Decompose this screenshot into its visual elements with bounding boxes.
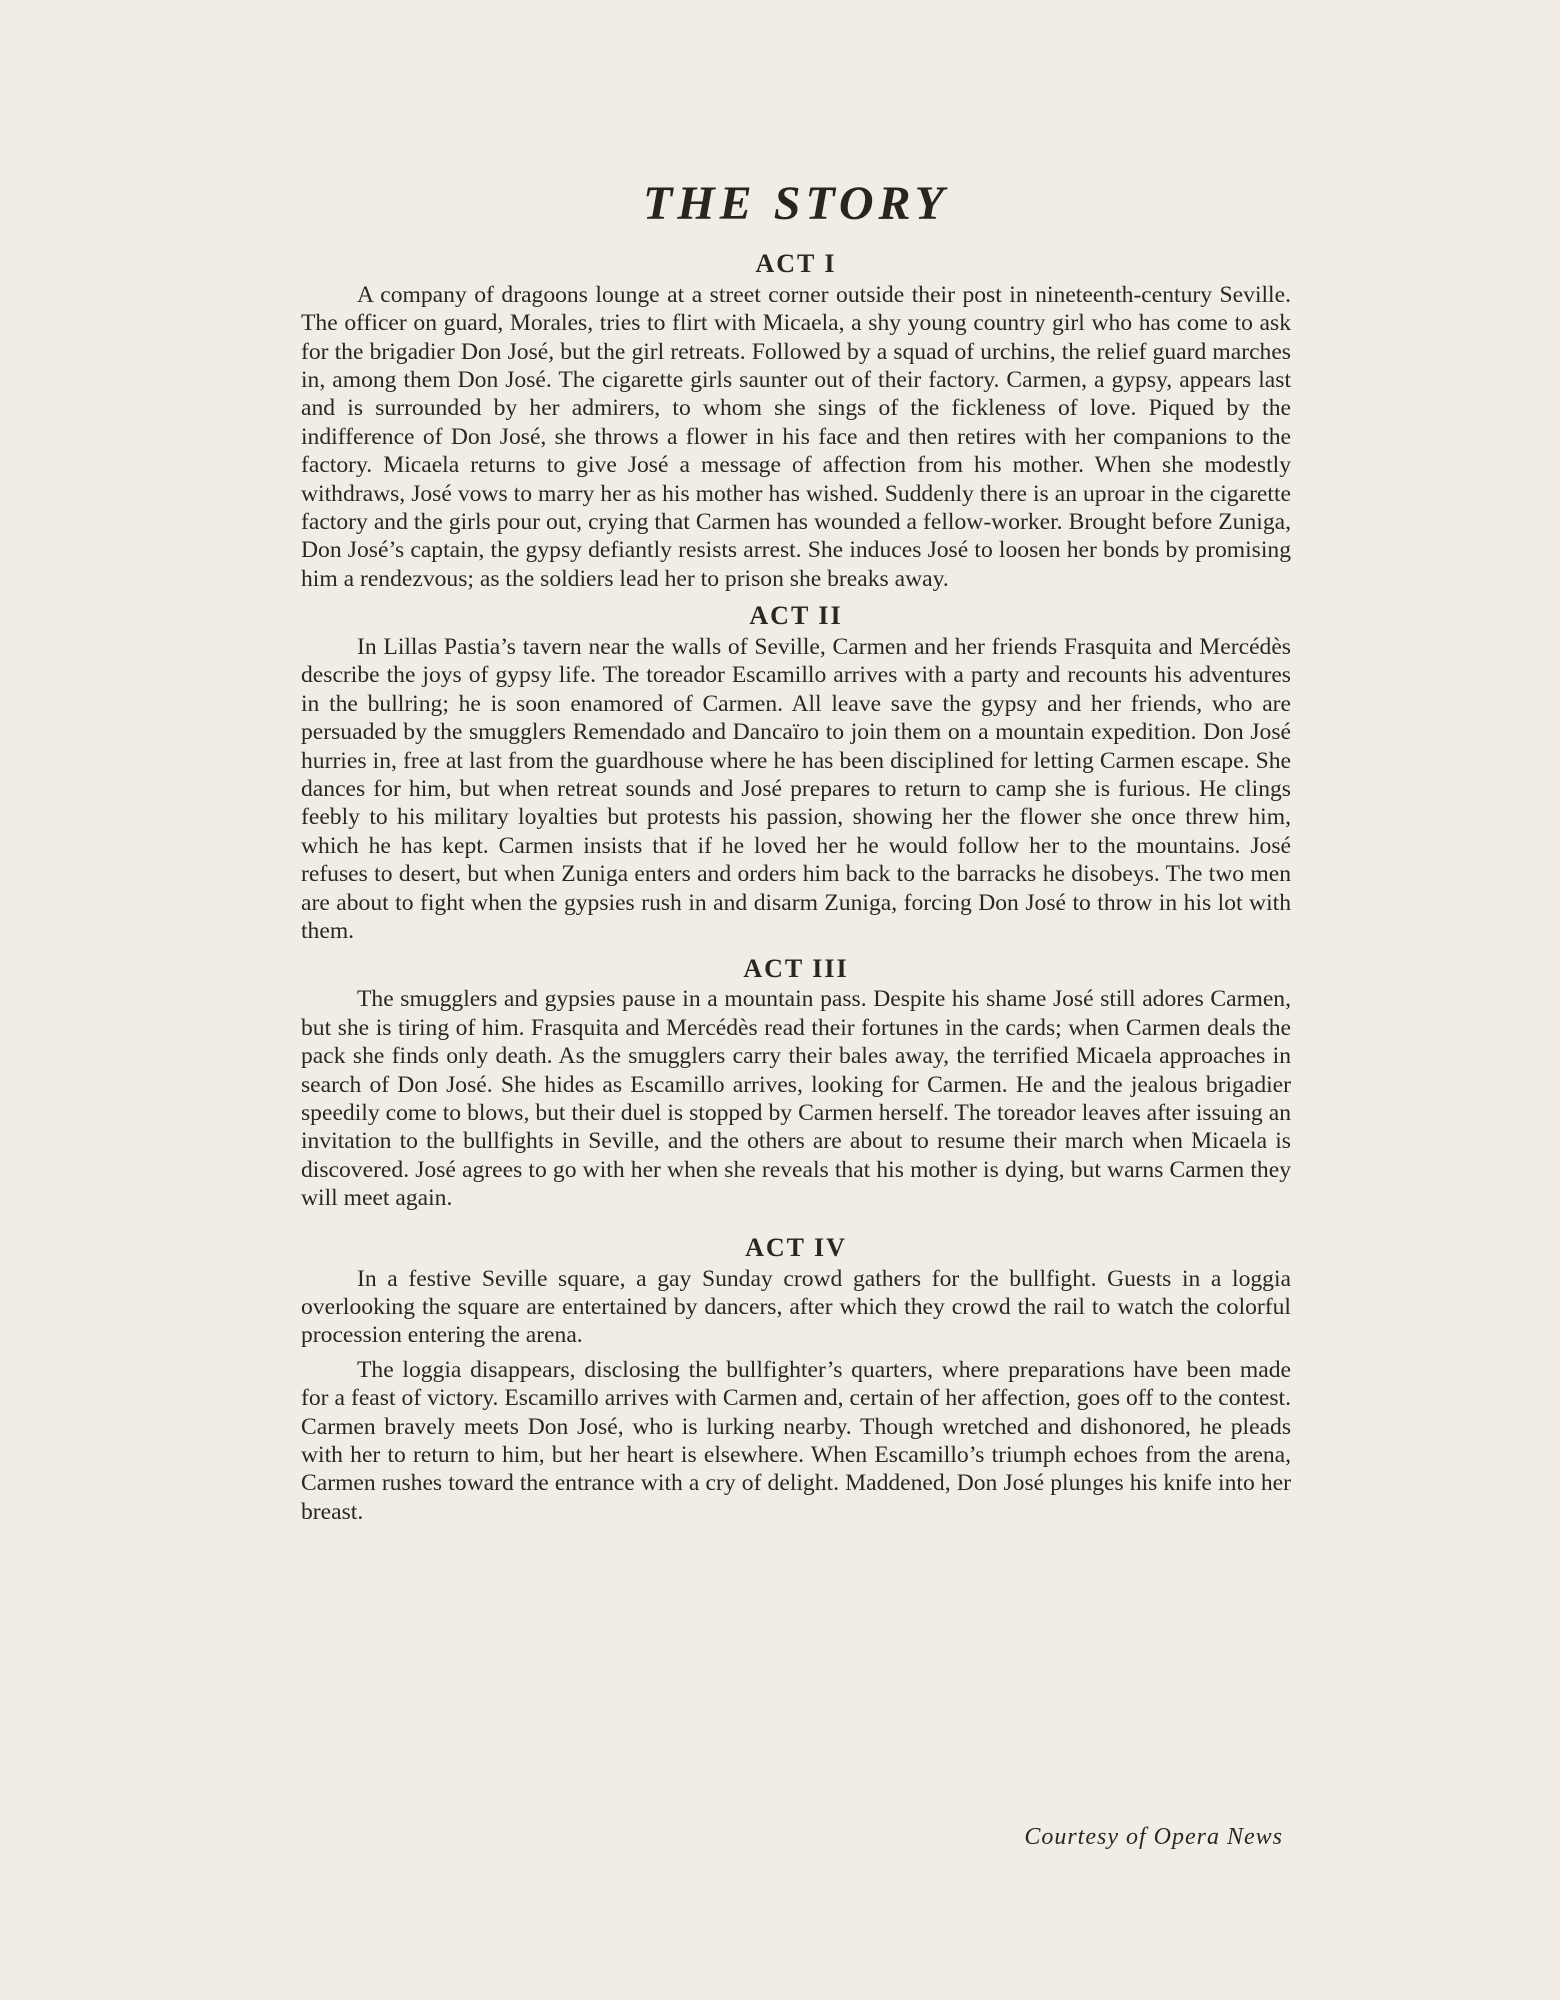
- act-3-heading: ACT III: [743, 953, 849, 983]
- act-4-paragraph-1: In a festive Seville square, a gay Sunday crowd gathers for the bullfight. Guests in a loggia overlooking the square are entertained by dancers, after which they crowd the rail to watch the colorful procession entering the arena.: [301, 1265, 1291, 1349]
- act-4-heading: ACT IV: [745, 1232, 847, 1262]
- act-1-paragraph: A company of dragoons lounge at a street corner outside their post in nineteenth-century Seville. The officer on guard, Morales, tries to flirt with Micaela, a shy young country girl who has come to ask for the brigadier Don José, but the girl retreats. Followed by a squad of urchins, the relief guard marches in, among them Don José. The cigarette girls saunter out of their factory. Carmen, a gypsy, appears last and is surrounded by her admirers, to whom she sings of the fickleness of love. Piqued by the indifference of Don José, she throws a flower in his face and then retires with her companions to the factory. Micaela returns to give José a message of affection from his mother. When she modestly withdraws, José vows to marry her as his mother has wished. Suddenly there is an uproar in the cigarette factory and the girls pour out, crying that Carmen has wounded a fellow-worker. Brought before Zuniga, Don José’s captain, the gypsy defiantly resists arrest. She induces José to loosen her bonds by promising him a rendezvous; as the soldiers lead her to prison she breaks away.: [301, 281, 1291, 592]
- act-1-section: [301, 249, 1291, 593]
- act-1-heading: ACT I: [755, 248, 837, 278]
- act-4-paragraph-2: The loggia disappears, disclosing the bullfighter’s quarters, where preparations have been made for a feast of victory. Escamillo arrives with Carmen and, certain of her affection, goes off to the contest. Carmen bravely meets Don José, who is lurking nearby. Though wretched and dishonored, he pleads with her to return to him, but her heart is elsewhere. When Escamillo’s triumph echoes from the arena, Carmen rushes toward the entrance with a cry of delight. Maddened, Don José plunges his knife into her breast.: [301, 1356, 1291, 1525]
- story-content: [301, 178, 1291, 1534]
- act-2-heading: ACT II: [749, 601, 843, 631]
- act-3-section: [301, 954, 1291, 1213]
- credit-line: Courtesy of Opera News: [1024, 1824, 1283, 1850]
- act-2-paragraph: In Lillas Pastia’s tavern near the walls of Seville, Carmen and her friends Frasquita and Mercédès describe the joys of gypsy life. The toreador Escamillo arrives with a party and recounts his adventures in the bullring; he is soon enamored of Carmen. All leave save the gypsy and her friends, who are persuaded by the smugglers Remendado and Dancaïro to join them on a mountain expedition. Don José hurries in, free at last from the guardhouse where he has been disciplined for letting Carmen escape. She dances for him, but when retreat sounds and José prepares to return to camp she is furious. He clings feebly to his military loyalties but protests his passion, showing her the flower she once threw him, which he has kept. Carmen insists that if he loved her he would follow her to the mountains. José refuses to desert, but when Zuniga enters and orders him back to the barracks he disobeys. The two men are about to fight when the gypsies rush in and disarm Zuniga, forcing Don José to throw in his lot with them.: [301, 634, 1291, 945]
- act-3-paragraph: The smugglers and gypsies pause in a mountain pass. Despite his shame José still adores Carmen, but she is tiring of him. Frasquita and Mercédès read their fortunes in the cards; when Carmen deals the pack she finds only death. As the smugglers carry their bales away, the terrified Micaela approaches in search of Don José. She hides as Escamillo arrives, looking for Carmen. He and the jealous brigadier speedily come to blows, but their duel is stopped by Carmen herself. The toreador leaves after issuing an invitation to the bullfights in Seville, and the others are about to resume their march when Micaela is discovered. José agrees to go with her when she reveals that his mother is dying, but warns Carmen they will meet again.: [301, 986, 1291, 1212]
- act-4-section: [301, 1233, 1291, 1527]
- act-2-section: [301, 601, 1291, 945]
- page-title: THE STORY: [643, 177, 949, 230]
